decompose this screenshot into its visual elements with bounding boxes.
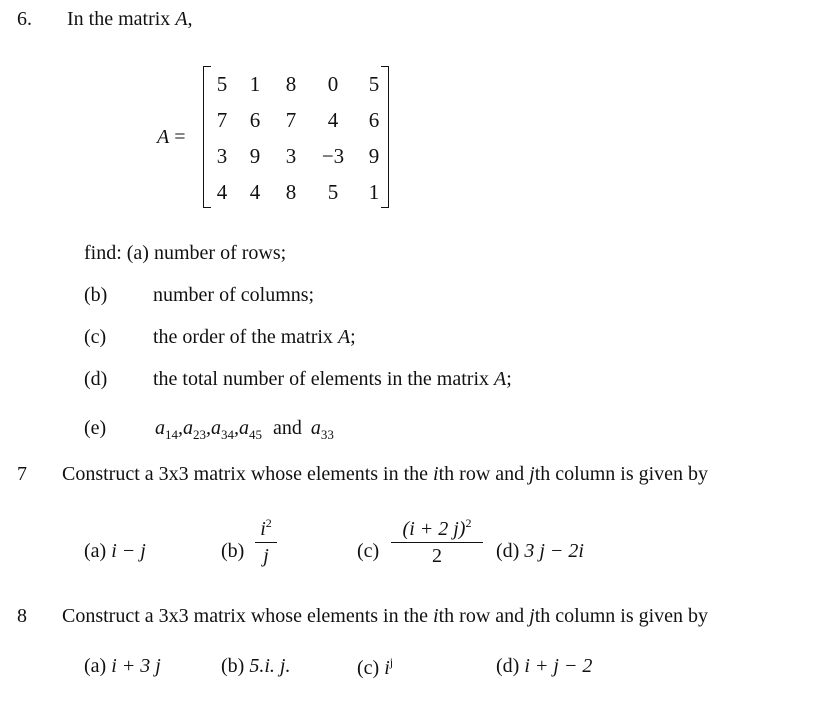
matrix-cell: 3 <box>216 144 228 168</box>
q7-c-denominator: 2 <box>432 545 442 567</box>
q7-c-fraction <box>391 512 483 567</box>
intro-variable: A <box>175 8 188 30</box>
part-e-elements <box>155 417 334 443</box>
matrix-row <box>203 174 389 210</box>
matrix-row <box>203 102 389 138</box>
q7-part-d <box>496 540 584 563</box>
matrix-cell: 5 <box>327 180 339 204</box>
intro-text: In the matrix <box>67 8 176 30</box>
element-separator: , <box>234 417 239 439</box>
element-list <box>155 417 262 442</box>
part-c-punct: ; <box>350 326 356 348</box>
q7-c-num-base: (i + 2 j) <box>402 518 466 540</box>
part-e-label: (e) <box>84 417 107 439</box>
element-base: a <box>211 417 221 439</box>
matrix-cell: 4 <box>249 180 261 204</box>
part-b-label: (b) <box>84 284 108 306</box>
matrix-cell: 6 <box>249 108 261 132</box>
element-subscript: 23 <box>193 427 206 442</box>
element-a33-sub: 33 <box>320 427 334 442</box>
part-a-find: find: (a) number of rows; <box>84 242 287 264</box>
matrix-cell: 8 <box>285 72 297 96</box>
element-item <box>155 417 183 442</box>
element-subscript: 45 <box>249 427 262 442</box>
element-item <box>211 417 239 442</box>
element-a33 <box>310 417 334 442</box>
matrix-label-equals: = <box>174 126 186 148</box>
q8-d-label: (d) <box>496 655 525 677</box>
q7-text-mid1: th row and <box>438 463 530 485</box>
q7-b-num-sup: 2 <box>265 516 272 530</box>
q7-var-i: i <box>433 463 439 485</box>
element-item <box>183 417 211 442</box>
element-separator: , <box>206 417 211 439</box>
q7-part-a <box>84 540 146 563</box>
question-8-number: 8 <box>17 605 27 627</box>
matrix-cell: 1 <box>368 180 380 204</box>
matrix-cell: 7 <box>216 108 228 132</box>
matrix-cell: 5 <box>368 72 380 96</box>
q8-text-mid2: th column is given by <box>534 605 709 627</box>
element-base: a <box>155 417 165 439</box>
q8-var-i: i <box>433 605 439 627</box>
q8-c-label: (c) <box>357 657 385 679</box>
q7-c-fraction-bar <box>391 542 483 543</box>
part-c-label: (c) <box>84 326 107 348</box>
matrix-label-variable: A <box>157 126 170 148</box>
q8-a-expr: i + 3 j <box>111 655 161 677</box>
q7-b-fraction-bar <box>255 542 277 543</box>
part-c-variable: A <box>337 326 351 348</box>
q8-text-pre: Construct a <box>62 605 159 627</box>
matrix-cell: 8 <box>285 180 297 204</box>
q8-b-label: (b) <box>221 655 250 677</box>
part-d-text <box>153 368 512 391</box>
q8-part-a <box>84 655 161 678</box>
q7-c-numerator <box>391 512 483 540</box>
matrix-cell: 6 <box>368 108 380 132</box>
matrix-row <box>203 138 389 174</box>
matrix-cell: −3 <box>321 144 345 168</box>
part-d-punct: ; <box>506 368 512 390</box>
q7-b-denominator: j <box>263 545 269 567</box>
q7-var-j: j <box>529 463 535 485</box>
q8-a-label: (a) <box>84 655 112 677</box>
matrix-cell: 5 <box>216 72 228 96</box>
q8-c-sup: j <box>389 655 394 669</box>
matrix-cell: 9 <box>249 144 261 168</box>
q8-text-mid1: th row and <box>438 605 530 627</box>
element-a33-base: a <box>310 417 321 439</box>
part-c-text <box>153 326 356 349</box>
q8-var-j: j <box>529 605 535 627</box>
matrix-cell: 1 <box>249 72 261 96</box>
q7-b-num-base: i <box>260 518 266 540</box>
q8-part-c <box>357 655 393 680</box>
q8-part-d <box>496 655 592 678</box>
q8-part-b <box>221 655 290 678</box>
matrix-cell: 3 <box>285 144 297 168</box>
matrix-cell: 9 <box>368 144 380 168</box>
q8-text-mid: matrix whose elements in the <box>188 605 434 627</box>
matrix-cell: 7 <box>285 108 297 132</box>
q8-c-base: i <box>384 657 390 679</box>
q7-text-pre: Construct a 3x3 matrix whose elements in the <box>62 463 434 485</box>
part-d-variable: A <box>494 368 507 390</box>
matrix-a <box>203 66 389 208</box>
element-subscript: 14 <box>165 427 178 442</box>
question-7-text <box>62 463 708 486</box>
q8-d-expr: i + j − 2 <box>524 655 593 677</box>
matrix-cell: 4 <box>216 180 228 204</box>
element-base: a <box>183 417 193 439</box>
q7-a-label: (a) <box>84 540 112 562</box>
q7-a-expr: i − j <box>111 540 146 562</box>
q7-d-expr: 3 j − 2i <box>524 540 584 562</box>
question-6-number: 6. <box>17 8 32 30</box>
question-6-intro <box>67 8 193 31</box>
element-subscript: 34 <box>221 427 234 442</box>
matrix-cell: 0 <box>327 72 339 96</box>
part-d-label: (d) <box>84 368 108 390</box>
matrix-row <box>203 66 389 102</box>
question-8-text <box>62 605 708 628</box>
q7-text-mid2: th column is given by <box>534 463 709 485</box>
part-c-text-main: the order of the matrix <box>153 326 338 348</box>
part-e-and: and <box>273 417 302 439</box>
q7-c-label: (c) <box>357 540 380 562</box>
intro-punct: , <box>187 8 193 30</box>
q7-c-num-sup: 2 <box>465 516 472 530</box>
question-7-number: 7 <box>17 463 27 485</box>
q8-text-size: 3x3 <box>158 605 189 627</box>
q7-d-label: (d) <box>496 540 525 562</box>
part-b-text: number of columns; <box>153 284 315 306</box>
matrix-label <box>157 126 186 149</box>
part-d-text-main: the total number of elements in the matrix <box>153 368 495 390</box>
matrix-cell: 4 <box>327 108 339 132</box>
element-separator: , <box>178 417 183 439</box>
element-base: a <box>239 417 249 439</box>
q8-b-expr: 5.i. j. <box>249 655 291 677</box>
element-item <box>239 417 262 442</box>
q7-b-fraction <box>255 512 277 567</box>
q7-b-numerator <box>255 512 277 540</box>
q7-b-label: (b) <box>221 540 245 562</box>
